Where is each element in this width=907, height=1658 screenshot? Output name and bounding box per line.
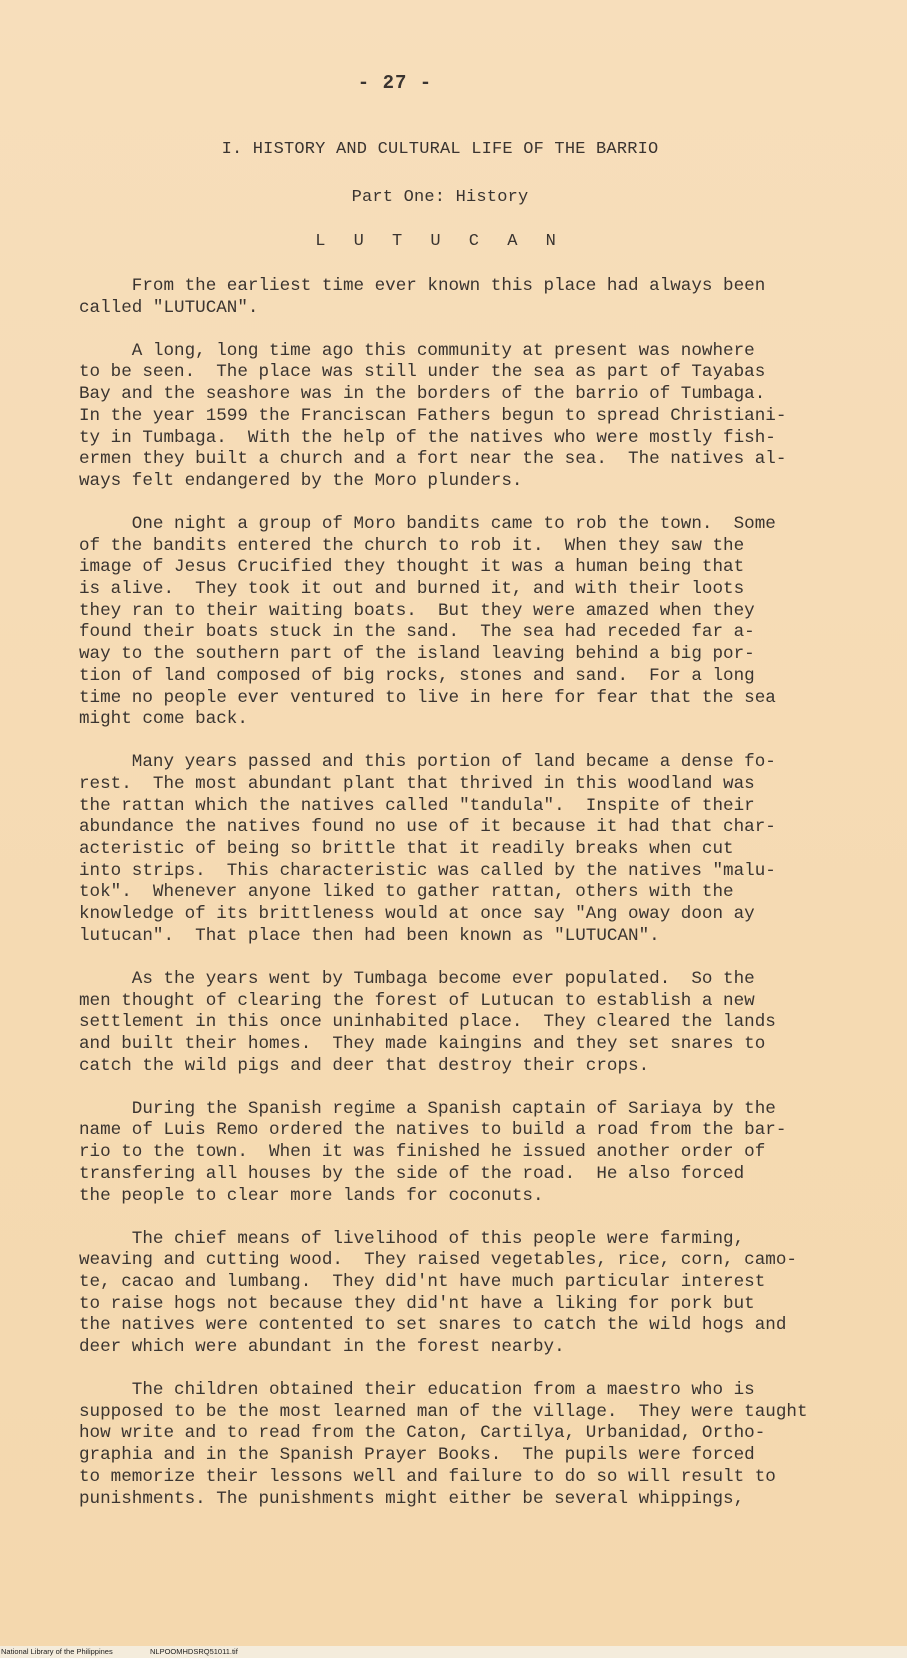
paragraph: During the Spanish regime a Spanish captain of Sariaya by the name of Luis Remo ordered the natives to build a road from the bar- rio to the town. When it was finished he issued another order of transfering all houses by the side of the road. He also forced the people to clear more lands for coconuts. (79, 1098, 787, 1206)
footer-filename: NLPOOMHDSRQ51011.tif (150, 1647, 238, 1656)
body-text (79, 276, 849, 1532)
section-heading: I. HISTORY AND CULTURAL LIFE OF THE BARRIO (221, 140, 659, 159)
paragraph: A long, long time ago this community at present was nowhere to be seen. The place was still under the sea as part of Tayabas Bay and the seashore was in the borders of the barrio of Tumbaga. In the year 1599 the Franciscan Fathers begun to spread Christiani- ty in Tumbaga. With the help of the natives who were mostly fish- ermen they built a church and a fort near the sea. The natives al- ways felt endangered by the Moro plunders. (79, 340, 787, 491)
document-title: L U T U C A N (315, 232, 565, 251)
page-number: - 27 - (357, 72, 433, 94)
paragraph: As the years went by Tumbaga become ever populated. So the men thought of clearing the forest of Lutucan to establish a new settlement in this once uninhabited place. They cleared the lands and built their homes. They made kaingins and they set snares to catch the wild pigs and deer that destroy their crops. (79, 968, 776, 1076)
paragraph: Many years passed and this portion of land became a dense fo- rest. The most abundant plant that thrived in this woodland was the rattan which the natives called "tandula". Inspite of their abundance the natives found no use of it because it had that char- acteristic of being so brittle that it readily breaks when cut into strips. This characteristic was called by the natives "malu- tok". Whenever anyone liked to gather rattan, others with the knowledge of its brittleness would at once say "Ang oway doon ay lutucan". That place then had been known as "LUTUCAN". (79, 752, 776, 946)
part-heading: Part One: History (351, 188, 529, 207)
scan-footer (0, 1646, 907, 1658)
paragraph: The children obtained their education from a maestro who is supposed to be the most learned man of the village. They were taught how write and to read from the Caton, Cartilya, Urbanidad, Ortho- graphia and in the Spanish Prayer Books. The pupils were forced to memorize their lessons well and failure to do so will result to punishments. The punishments might either be several whippings, (79, 1380, 808, 1509)
footer-source: National Library of the Philippines (1, 1647, 113, 1656)
paragraph: The chief means of livelihood of this people were farming, weaving and cutting wood. They raised vegetables, rice, corn, camo- te, cacao and lumbang. They did'nt have much particular interest to raise hogs not because they did'nt have a liking for pork but the natives were contented to set snares to catch the wild hogs and deer which were abundant in the forest nearby. (79, 1228, 797, 1358)
paragraph: One night a group of Moro bandits came to rob the town. Some of the bandits entered the church to rob it. When they saw the image of Jesus Crucified they thought it was a human being that is alive. They took it out and burned it, and with their loots they ran to their waiting boats. But they were amazed when they found their boats stuck in the sand. The sea had receded far a- way to the southern part of the island leaving behind a big por- tion of land composed of big rocks, stones and sand. For a long time no people ever ventured to live in here for fear that the sea might come back. (79, 513, 776, 730)
paragraph: From the earliest time ever known this place had always been called "LUTUCAN". (79, 276, 766, 318)
